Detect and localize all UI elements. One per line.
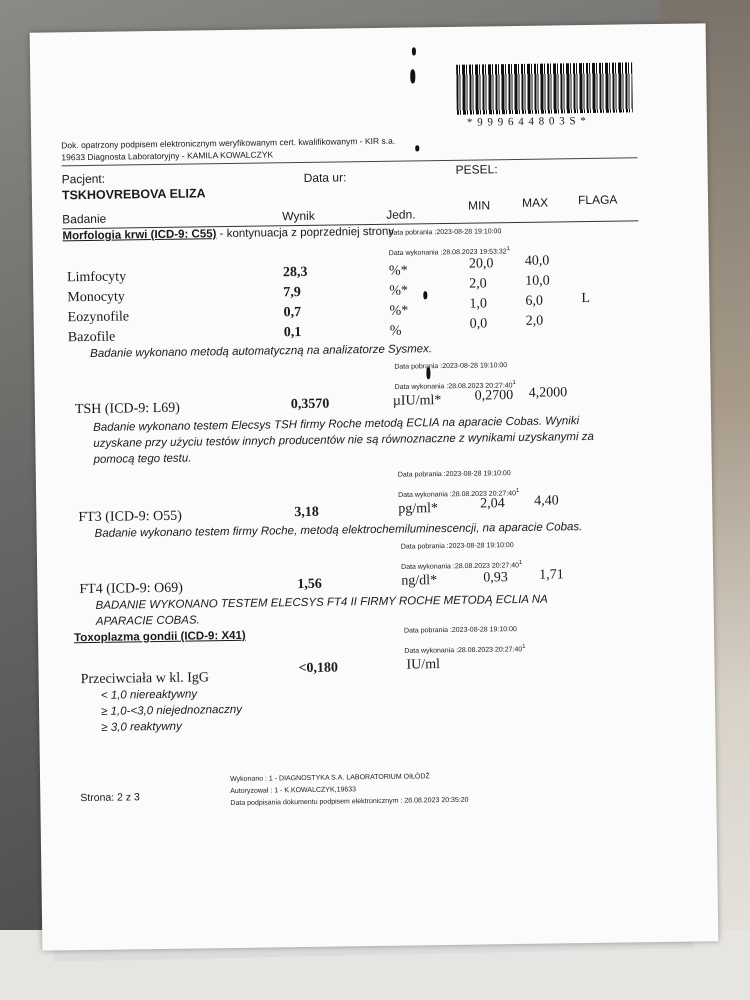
column-result: Wynik: [282, 208, 315, 224]
morph-performed: Data wykonania :28.08.2023 $19:53:32^1$: [388, 246, 510, 258]
toxo-unit: IU/ml: [406, 657, 441, 673]
ft3-performed: Data wykonania :28.08.2023 $20:27:40^1$: [398, 487, 520, 499]
result-unit: %*: [389, 283, 409, 299]
result-max: 40,0: [524, 253, 550, 269]
lab-report-page: [30, 23, 719, 950]
signature-line: Dok. opatrzony podpisem elektronicznym weryfikowanym cert. kwalifikowanym - KIR s.a.: [61, 135, 396, 151]
ft3-collected: Data pobrania :2023-08-28 19:10:00: [397, 470, 511, 479]
barcode: [456, 62, 633, 114]
result-name: Bazofile: [67, 329, 116, 346]
performed-by: Wykonano : 1 - DIAGNOSTYKA S.A. LABORATORIUM OIŁÓDŹ: [230, 773, 430, 784]
result-min: 2,0: [469, 276, 487, 292]
ft4-min: 0,93: [483, 570, 508, 586]
result-max: 2,0: [525, 313, 544, 329]
column-min: MIN: [467, 198, 491, 213]
ft4-max: 1,71: [539, 567, 564, 583]
toner-speck: [412, 47, 416, 55]
patient-label: Pacjent:: [61, 171, 106, 187]
result-name: Monocyty: [67, 289, 125, 306]
toxo-collected: Data pobrania :2023-08-28 19:10:00: [403, 626, 517, 635]
morph-section-title: Morfologia krwi (ICD-9: C55): [62, 228, 217, 243]
tsh-min: 0,2700: [474, 388, 514, 404]
ft4-collected: Data pobrania :2023-08-28 19:10:00: [400, 542, 514, 551]
result-value: 28,3: [282, 264, 308, 281]
ft4-name: FT4 (ICD-9: O69): [79, 580, 183, 598]
column-flag: FLAGA: [577, 192, 618, 208]
result-name: Eozynofile: [67, 309, 130, 326]
toxo-section-title: Toxoplazma gondii (ICD-9: X41): [73, 629, 246, 645]
tsh-performed: Data wykonania :28.08.2023 $20:27:40^1$: [394, 380, 516, 392]
signed-date: Data podpisania dokumentu podpisem elektronicznym : 28.08.2023 20:35:20: [230, 796, 469, 808]
pesel-label: PESEL:: [455, 162, 498, 177]
column-test: Badanie: [62, 211, 107, 227]
toxo-range: ≥ 1,0-<3,0 niejednoznaczny: [101, 703, 243, 718]
morph-collected: Data pobrania :2023-08-28 19:10:00: [388, 228, 502, 237]
tsh-value: 0,3570: [290, 396, 330, 413]
result-min: 1,0: [469, 296, 488, 312]
diagnostician-line: 19633 Diagnosta Laboratoryjny - KAMILA KOWALCZYK: [61, 149, 274, 163]
ft4-value: 1,56: [297, 576, 322, 593]
tsh-note-line: Badanie wykonano testem Elecsys TSH firmy Roche metodą ECLIA na aparacie Cobas. Wyniki: [93, 415, 580, 434]
barcode-number: * 9 9 9 6 4 4 8 0 3 S *: [466, 114, 587, 129]
tsh-max: 4,2000: [528, 385, 568, 401]
morph-method-note: Badanie wykonano metodą automatyczną na analizatorze Sysmex.: [90, 343, 433, 360]
result-unit: %*: [389, 303, 409, 319]
result-min: 0,0: [469, 316, 488, 332]
authorized-by: Autoryzował : 1 - K.KOWALCZYK,19633: [230, 786, 357, 796]
result-value: 0,1: [283, 325, 302, 341]
toxo-name: Przeciwciała w kl. IgG: [80, 670, 210, 688]
result-unit: %*: [388, 263, 408, 279]
morph-section-suffix: - kontynuacja z poprzedniej strony: [216, 225, 395, 241]
result-name: Limfocyty: [66, 269, 127, 286]
column-max: MAX: [521, 195, 549, 210]
column-unit: Jedn.: [386, 207, 416, 222]
ft4-note-line: BADANIE WYKONANO TESTEM ELECSYS FT4 II FIRMY ROCHE METODĄ ECLIA NA: [95, 593, 548, 612]
tsh-unit: µIU/ml*: [392, 393, 442, 409]
tsh-note-line: uzyskane przy użyciu testów innych producentów nie są równoznaczne z wynikami uzyskanymi za: [93, 430, 594, 450]
toxo-value: <0,180: [298, 660, 339, 677]
result-min: 20,0: [468, 256, 494, 272]
toxo-range: ≥ 3,0 reaktywny: [101, 720, 182, 734]
ft3-unit: pg/ml*: [398, 501, 439, 517]
result-max: 10,0: [525, 273, 550, 289]
toxo-range: < 1,0 niereaktywny: [100, 688, 198, 702]
birthdate-label: Data ur:: [303, 170, 347, 185]
tsh-note-line: pomocą tego testu.: [93, 452, 192, 466]
page-number: Strona: 2 z 3: [80, 791, 140, 805]
patient-name: TSKHOVREBOVA ELIZA: [61, 186, 206, 203]
ft3-min: 2,04: [480, 496, 505, 512]
result-flag: L: [581, 290, 591, 307]
result-value: 0,7: [283, 305, 302, 321]
tsh-name: TSH (ICD-9: L69): [74, 400, 180, 418]
ft3-name: FT3 (ICD-9: O55): [78, 508, 182, 526]
ft4-note-line: APARACIE COBAS.: [95, 614, 200, 628]
tsh-collected: Data pobrania :2023-08-28 19:10:00: [394, 362, 508, 371]
ft3-note: Badanie wykonano testem firmy Roche, metodą elektrochemiluminescencji, na aparacie Cobas.: [94, 521, 583, 540]
ft4-performed: Data wykonania :28.08.2023 $20:27:40^1$: [401, 559, 523, 571]
ft4-unit: ng/dl*: [401, 573, 438, 589]
ft3-value: 3,18: [294, 504, 319, 521]
toxo-performed: Data wykonania :28.08.2023 $20:27:40^1$: [404, 643, 526, 655]
ft3-max: 4,40: [534, 493, 559, 509]
result-value: 7,9: [283, 285, 301, 301]
toner-speck: [415, 145, 419, 151]
toner-speck: [410, 69, 415, 83]
result-max: 6,0: [525, 293, 544, 309]
toner-speck: [423, 291, 427, 299]
result-unit: %: [389, 323, 402, 339]
